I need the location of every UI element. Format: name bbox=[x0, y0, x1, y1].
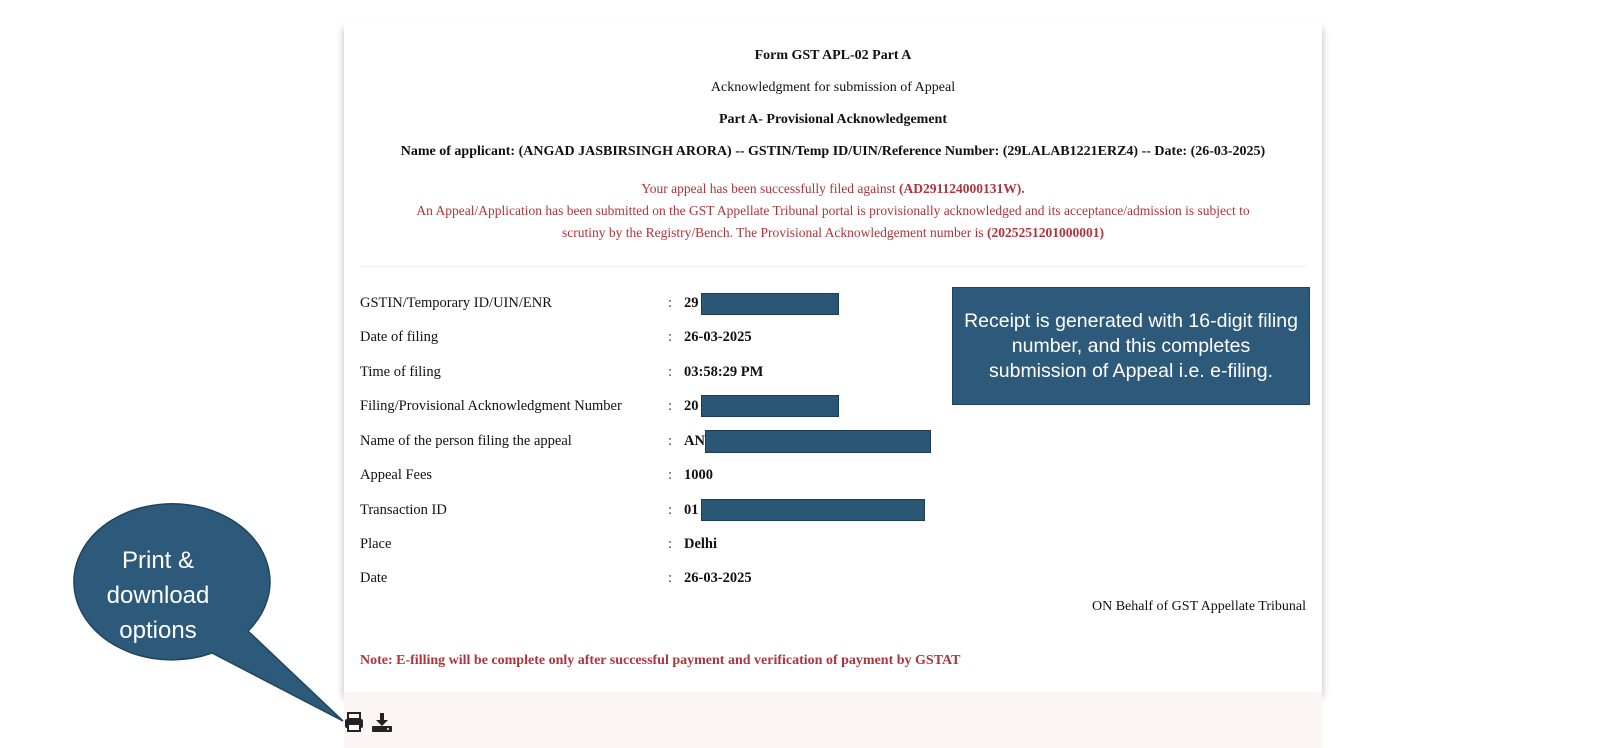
download-button[interactable] bbox=[371, 711, 395, 735]
detail-value: 26-03-2025 bbox=[684, 570, 752, 586]
payment-note: Note: E-filling will be complete only after successful payment and verification of payment by GSTAT bbox=[360, 653, 961, 668]
detail-label: Appeal Fees bbox=[360, 467, 433, 483]
detail-label: Filing/Provisional Acknowledgment Number bbox=[360, 398, 622, 414]
detail-value: 03:58:29 PM bbox=[684, 364, 764, 380]
detail-colon: : bbox=[668, 467, 673, 483]
detail-colon: : bbox=[668, 295, 673, 311]
detail-label: Place bbox=[360, 536, 392, 552]
bubble-line-2: download bbox=[106, 582, 210, 609]
success-message-line2: An Appeal/Application has been submitted on the GST Appellate Tribunal portal is provisionally acknowledged and its acceptance/admission is subject to bbox=[416, 203, 1250, 218]
success-message-text: Your appeal has been successfully filed against bbox=[641, 181, 900, 196]
part-title: Part A- Provisional Acknowledgement bbox=[718, 112, 947, 127]
ack-message-text: scrutiny by the Registry/Bench. The Provisional Acknowledgement number is bbox=[562, 225, 987, 240]
form-title: Form GST APL-02 Part A bbox=[754, 48, 912, 63]
form-subtitle: Acknowledgment for submission of Appeal bbox=[710, 80, 956, 95]
ack-number-reference: (2025251201000001) bbox=[986, 225, 1104, 240]
bubble-line-3: options bbox=[119, 617, 197, 644]
detail-value: AN bbox=[684, 433, 705, 449]
detail-value: 29 bbox=[684, 295, 699, 311]
print-icon bbox=[343, 711, 365, 733]
detail-label: Date of filing bbox=[360, 329, 439, 345]
speech-bubble-text bbox=[74, 543, 242, 648]
bubble-line-1: Print & bbox=[121, 547, 195, 574]
detail-colon: : bbox=[668, 364, 673, 380]
detail-label: Name of the person filing the appeal bbox=[360, 433, 572, 449]
detail-colon: : bbox=[668, 433, 673, 449]
detail-label: Time of filing bbox=[360, 364, 441, 380]
detail-value: 26-03-2025 bbox=[684, 329, 752, 345]
download-icon bbox=[371, 711, 393, 733]
applicant-line: Name of applicant: (ANGAD JASBIRSINGH ARORA) -- GSTIN/Temp ID/UIN/Reference Number: (29LALAB1221ERZ4) -- Date: (26-03-2025) bbox=[400, 144, 1266, 159]
detail-colon: : bbox=[668, 536, 673, 552]
detail-value: 1000 bbox=[684, 467, 713, 483]
detail-value: Delhi bbox=[684, 536, 718, 552]
detail-label: Date bbox=[360, 570, 388, 586]
detail-value: 20 bbox=[684, 398, 699, 414]
detail-label: Transaction ID bbox=[360, 502, 447, 518]
detail-colon: : bbox=[668, 502, 673, 518]
appeal-reference: (AD291124000131W). bbox=[899, 181, 1025, 196]
detail-label: GSTIN/Temporary ID/UIN/ENR bbox=[360, 295, 552, 311]
detail-colon: : bbox=[668, 570, 673, 586]
detail-colon: : bbox=[668, 329, 673, 345]
receipt-callout-text: Receipt is generated with 16-digit filing number, and this completes submission of Appeal i.e. e-filing. bbox=[964, 309, 1298, 382]
on-behalf-text: ON Behalf of GST Appellate Tribunal bbox=[1091, 599, 1306, 614]
detail-colon: : bbox=[668, 398, 673, 414]
print-button[interactable] bbox=[343, 711, 367, 735]
detail-value: 01 bbox=[684, 502, 699, 518]
